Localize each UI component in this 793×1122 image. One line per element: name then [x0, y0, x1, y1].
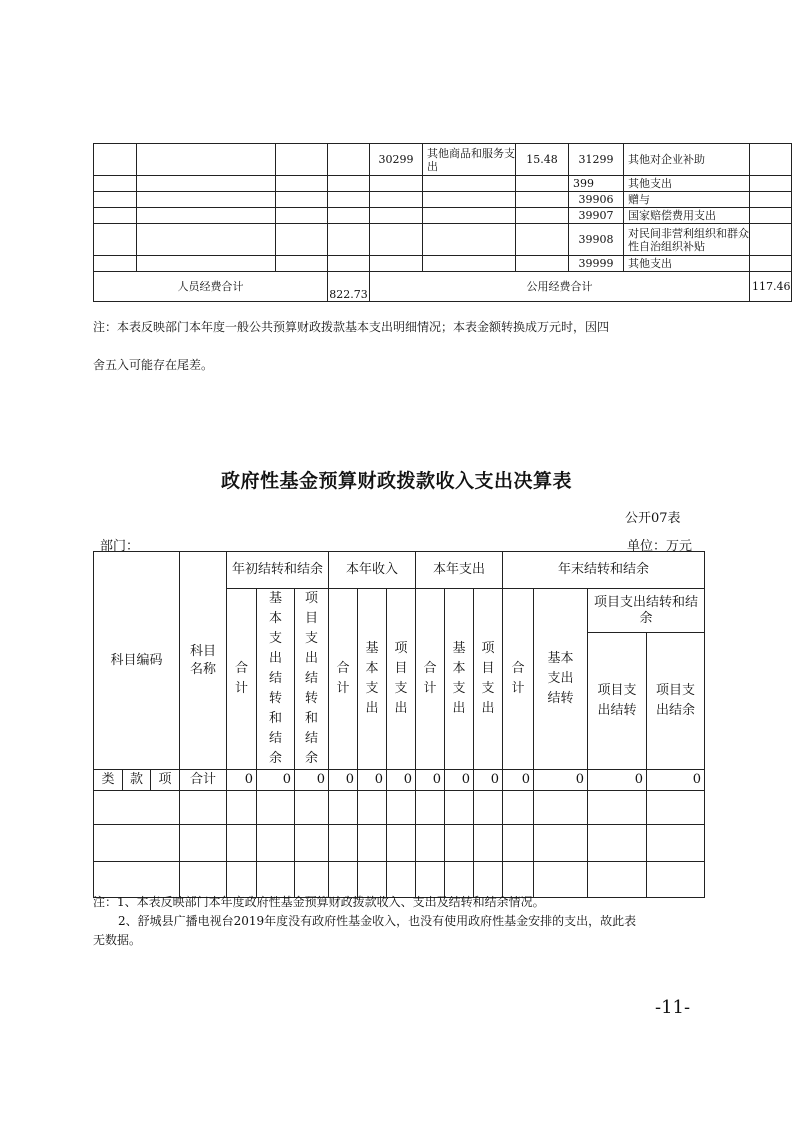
header-total-text: 合计 [511, 661, 525, 696]
sum-value: 0 [503, 770, 534, 791]
unit-label: 单位：万元 [627, 539, 693, 554]
personnel-total-label: 人员经费合计 [94, 272, 328, 302]
table-row [94, 176, 792, 192]
sum-value: 0 [416, 770, 445, 791]
name-cell: 其他支出 [624, 176, 750, 192]
header-project-surplus [647, 633, 705, 770]
sum-value: 0 [474, 770, 503, 791]
personnel-total-value: 822.73 [328, 272, 370, 302]
table-row [94, 208, 792, 224]
header-project-balance: 项目支出结转和结余 [588, 589, 705, 633]
table-row [94, 144, 792, 176]
header-basic-carry [534, 589, 588, 770]
header-project-carry [588, 633, 647, 770]
header-subject-name-text: 科目名称 [190, 643, 217, 677]
header-project-text: 项目支出 [481, 641, 495, 716]
code-cell: 39906 [569, 192, 624, 208]
amount-cell: 15.48 [516, 144, 569, 176]
name-cell: 赠与 [624, 192, 750, 208]
header-basic-carry-text: 基本支出结转 [547, 651, 574, 706]
sum-value: 0 [445, 770, 474, 791]
header-project [474, 589, 503, 770]
header-project-carry-text: 项目支出结转 [597, 683, 637, 719]
code-cell: 30299 [370, 144, 423, 176]
table-row [94, 192, 792, 208]
header-basic-text: 基本支出结转和结余 [269, 591, 283, 766]
code-cell: 31299 [569, 144, 624, 176]
name-cell: 对民间非营利组织和群众性自治组织补贴 [624, 224, 750, 256]
sum-value: 0 [588, 770, 647, 791]
header-total [227, 589, 257, 770]
page-title: 政府性基金预算财政拨款收入支出决算表 [220, 470, 572, 492]
name-cell: 其他商品和服务支出 [423, 144, 516, 176]
code-cell: 39999 [569, 256, 624, 272]
header-income: 本年收入 [329, 552, 416, 589]
table-row [94, 825, 705, 862]
sum-value: 0 [295, 770, 329, 791]
note-line-1: 注：本表反映部门本年度一般公共预算财政拨款基本支出明细情况；本表金额转换成万元时，因四 [93, 320, 610, 334]
header-basic-text: 基本支出 [452, 641, 466, 716]
note2-line-2: 2、舒城县广播电视台2019年度没有政府性基金收入，也没有使用政府性基金安排的支出，故此表 [118, 914, 637, 928]
header-begin-balance: 年初结转和结余 [227, 552, 329, 589]
header-total [329, 589, 358, 770]
header-subject-code: 科目编码 [94, 552, 180, 770]
sum-value: 0 [227, 770, 257, 791]
header-end-balance: 年末结转和结余 [503, 552, 705, 589]
sum-value: 0 [647, 770, 705, 791]
header-subject-name [180, 552, 227, 770]
header-total [503, 589, 534, 770]
header-expense: 本年支出 [416, 552, 503, 589]
header-xiang: 项 [151, 770, 180, 791]
name-cell: 国家赔偿费用支出 [624, 208, 750, 224]
name-cell: 其他支出 [624, 256, 750, 272]
sum-value: 0 [534, 770, 588, 791]
note2-line-3: 无数据。 [93, 933, 142, 947]
sum-row [94, 770, 705, 791]
note-line-2: 舍五入可能存在尾差。 [93, 358, 214, 372]
header-total-text: 合计 [336, 661, 350, 696]
header-total-text: 合计 [423, 661, 437, 696]
table-row [94, 256, 792, 272]
header-total-text: 合计 [235, 661, 249, 696]
sum-value: 0 [358, 770, 387, 791]
public-total-label: 公用经费合计 [370, 272, 750, 302]
sum-value: 0 [387, 770, 416, 791]
header-kuan: 款 [123, 770, 151, 791]
header-project [387, 589, 416, 770]
public-total-value: 117.46 [750, 272, 792, 302]
header-project-text: 项目支出 [394, 641, 408, 716]
name-cell: 其他对企业补助 [624, 144, 750, 176]
form-code: 公开07表 [625, 511, 681, 526]
fund-budget-table [93, 551, 705, 898]
header-total [416, 589, 445, 770]
header-lei: 类 [94, 770, 123, 791]
note2-line-1: 注：1、本表反映部门本年度政府性基金预算财政拨款收入、支出及结转和结余情况。 [93, 895, 545, 909]
sum-value: 0 [257, 770, 295, 791]
page-number: -11- [655, 997, 691, 1018]
header-basic [358, 589, 387, 770]
sum-value: 0 [329, 770, 358, 791]
code-cell: 39908 [569, 224, 624, 256]
header-project-surplus-text: 项目支出结余 [656, 683, 696, 719]
table-row [94, 791, 705, 825]
header-project-text: 项目支出结转和结余 [305, 591, 319, 766]
expense-detail-table [93, 143, 792, 302]
code-cell: 399 [569, 176, 624, 192]
code-cell: 39907 [569, 208, 624, 224]
dept-label: 部门： [100, 539, 140, 554]
header-basic [257, 589, 295, 770]
totals-row [94, 272, 792, 302]
header-project [295, 589, 329, 770]
header-basic-text: 基本支出 [365, 641, 379, 716]
table-row [94, 224, 792, 256]
sum-label: 合计 [180, 770, 227, 791]
header-basic [445, 589, 474, 770]
